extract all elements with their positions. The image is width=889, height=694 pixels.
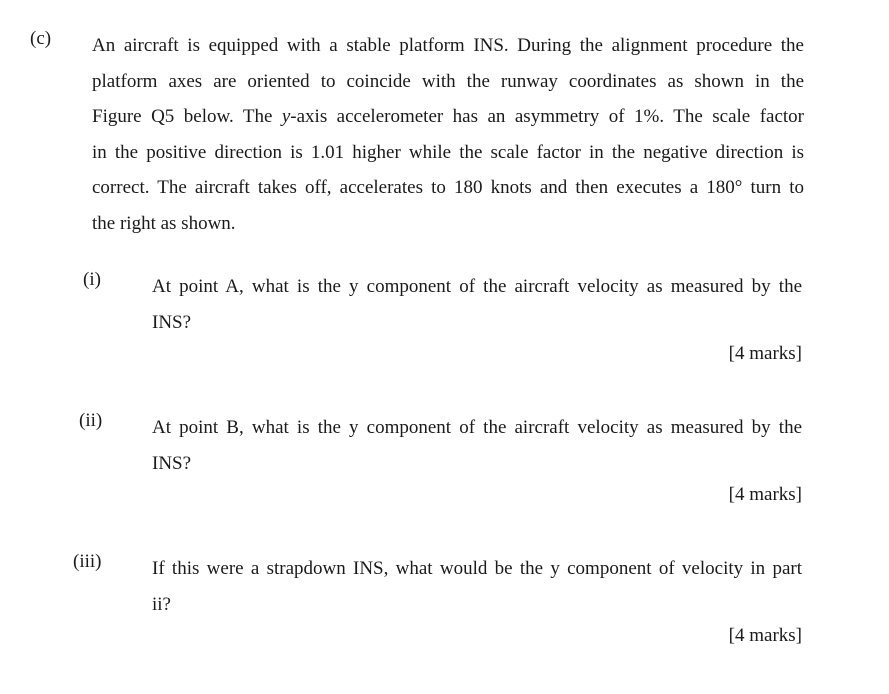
- subpart-text: [152, 551, 802, 622]
- part-label: (c): [30, 28, 52, 49]
- marks-label: [4 marks]: [728, 625, 802, 646]
- intro-line: Figure Q5 below. The y-axis accelerometer has an asymmetry of 1%. The scale factor: [92, 106, 804, 127]
- subpart-line: INS?: [152, 311, 192, 333]
- intro-line: in the positive direction is 1.01 higher while the scale factor in the negative direction is: [92, 141, 804, 163]
- intro-line: platform axes are oriented to coincide with the runway coordinates as shown in the: [92, 70, 804, 92]
- intro-line: An aircraft is equipped with a stable platform INS. During the alignment procedure the: [92, 35, 804, 56]
- subpart-text: [152, 269, 802, 340]
- subpart-line: INS?: [152, 452, 192, 474]
- subpart-label: (iii): [73, 551, 102, 572]
- question-intro: [92, 28, 804, 241]
- intro-line: correct. The aircraft takes off, accelerates to 180 knots and then executes a 180° turn to: [92, 177, 804, 198]
- subpart-line: At point B, what is the y component of the aircraft velocity as measured by the: [152, 417, 802, 438]
- subpart-label: (i): [83, 269, 101, 290]
- subpart-text: [152, 410, 802, 481]
- subpart-line: If this were a strapdown INS, what would be the y component of velocity in part: [152, 558, 802, 579]
- marks-label: [4 marks]: [728, 484, 802, 505]
- subpart-line: ii?: [152, 593, 171, 615]
- marks-label: [4 marks]: [728, 343, 802, 364]
- subpart-label: (ii): [79, 410, 103, 431]
- subpart-line: At point A, what is the y component of the aircraft velocity as measured by the: [152, 276, 802, 297]
- intro-line: the right as shown.: [92, 212, 236, 234]
- variable-y: y: [281, 106, 291, 127]
